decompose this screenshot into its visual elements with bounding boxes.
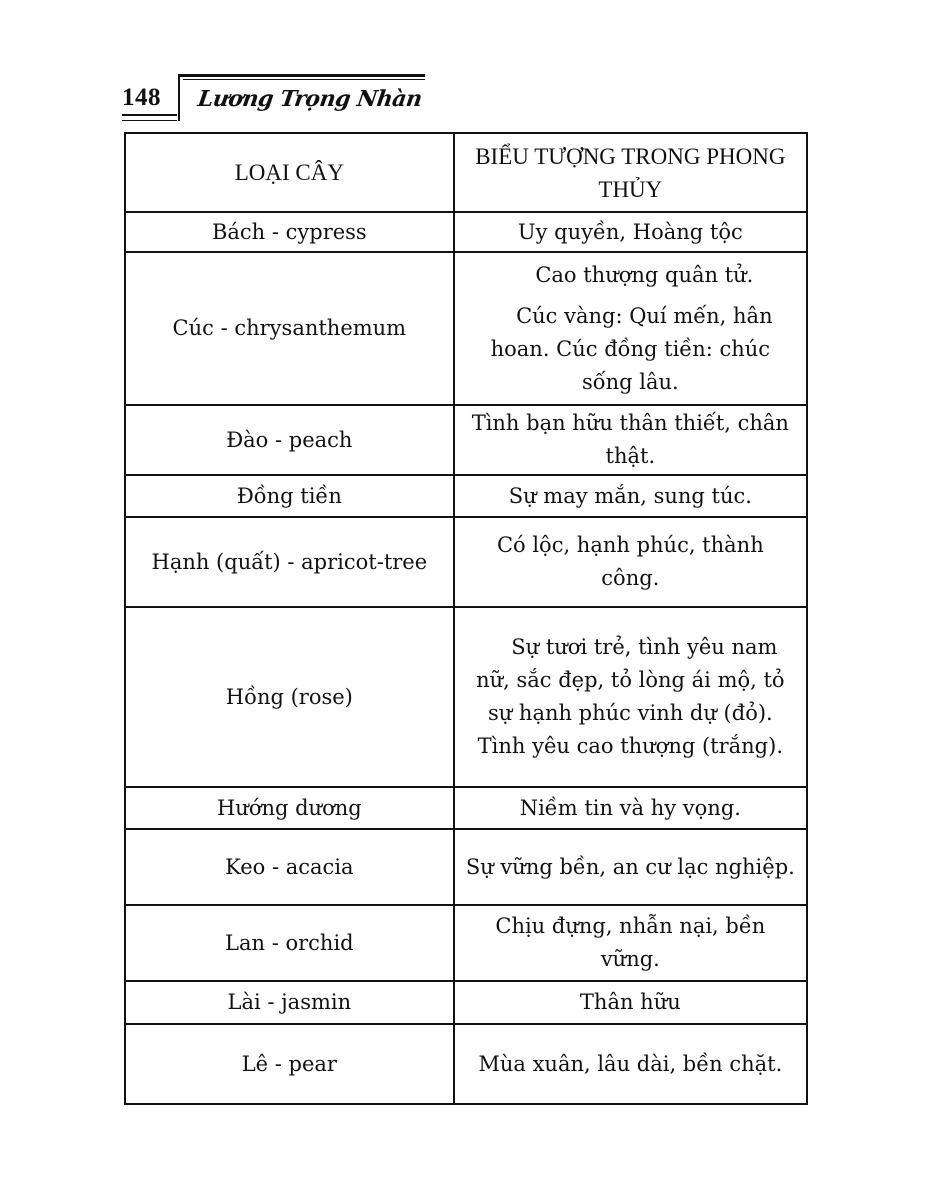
plant-name-cell: Bách - cypress [125, 212, 454, 252]
table-row [125, 517, 807, 607]
symbol-meaning-cell [454, 787, 807, 829]
plant-name-cell: Lê - pear [125, 1024, 454, 1104]
symbol-meaning-cell [454, 475, 807, 517]
plant-name-cell: Hồng (rose) [125, 607, 454, 787]
symbol-text: Sự vững bền, an cư lạc nghiệp. [465, 854, 795, 879]
symbol-text: Sự tươi trẻ, tình yêu nam nữ, sắc đẹp, tỏ lòng ái mộ, tỏ sự hạnh phúc vinh dự (đỏ). Tình yêu cao thượng (trắng). [476, 635, 785, 758]
table-row [125, 405, 807, 475]
table-row [125, 252, 807, 405]
table-header-row [125, 133, 807, 212]
symbol-meaning-cell [454, 607, 807, 787]
symbol-meaning-cell [454, 981, 807, 1024]
plant-name-cell: Keo - acacia [125, 829, 454, 905]
symbol-text: Niềm tin và hy vọng. [519, 795, 741, 820]
plant-name-cell: Đào - peach [125, 405, 454, 475]
plant-name-cell: Đồng tiền [125, 475, 454, 517]
symbol-text: Chịu đựng, nhẫn nại, bền vững. [495, 914, 766, 971]
symbol-text: Tình bạn hữu thân thiết, chân thật. [471, 411, 789, 468]
author-name: Lương Trọng Nhàn [196, 86, 424, 112]
table-row [125, 475, 807, 517]
table-row [125, 787, 807, 829]
symbol-meaning-cell [454, 1024, 807, 1104]
table-row [125, 1024, 807, 1104]
column-header-plant: LOẠI CÂY [125, 133, 454, 212]
table-row [125, 829, 807, 905]
plant-name-cell: Lài - jasmin [125, 981, 454, 1024]
plant-name-cell: Hướng dương [125, 787, 454, 829]
symbol-text: Uy quyền, Hoàng tộc [517, 219, 743, 244]
page-number: 148 [122, 84, 161, 111]
plant-name-cell: Lan - orchid [125, 905, 454, 981]
symbol-meaning-cell [454, 905, 807, 981]
symbol-meaning-cell [454, 252, 807, 405]
table-row [125, 905, 807, 981]
table-row [125, 212, 807, 252]
symbol-text: Cúc vàng: Quí mến, hân hoan. Cúc đồng tiền: chúc sống lâu. [490, 303, 773, 394]
symbol-text: Thân hữu [579, 990, 681, 1014]
symbol-text: Mùa xuân, lâu dài, bền chặt. [478, 1051, 783, 1076]
column-header-symbol: BIỂU TƯỢNG TRONG PHONG THỦY [454, 133, 807, 212]
symbol-text: Có lộc, hạnh phúc, thành công. [496, 533, 764, 590]
table-row [125, 981, 807, 1024]
symbol-meaning-cell [454, 212, 807, 252]
plant-name-cell: Cúc - chrysanthemum [125, 252, 454, 405]
plant-name-cell: Hạnh (quất) - apricot-tree [125, 517, 454, 607]
symbol-text: Cao thượng quân tử. [535, 262, 754, 287]
running-header [122, 70, 427, 130]
plant-symbol-table [124, 132, 808, 1105]
symbol-meaning-cell [454, 517, 807, 607]
symbol-text: Sự may mắn, sung túc. [508, 483, 752, 508]
page-number-underline [122, 114, 177, 121]
symbol-meaning-cell [454, 405, 807, 475]
table-row [125, 607, 807, 787]
table-body [125, 212, 807, 1104]
symbol-meaning-cell [454, 829, 807, 905]
